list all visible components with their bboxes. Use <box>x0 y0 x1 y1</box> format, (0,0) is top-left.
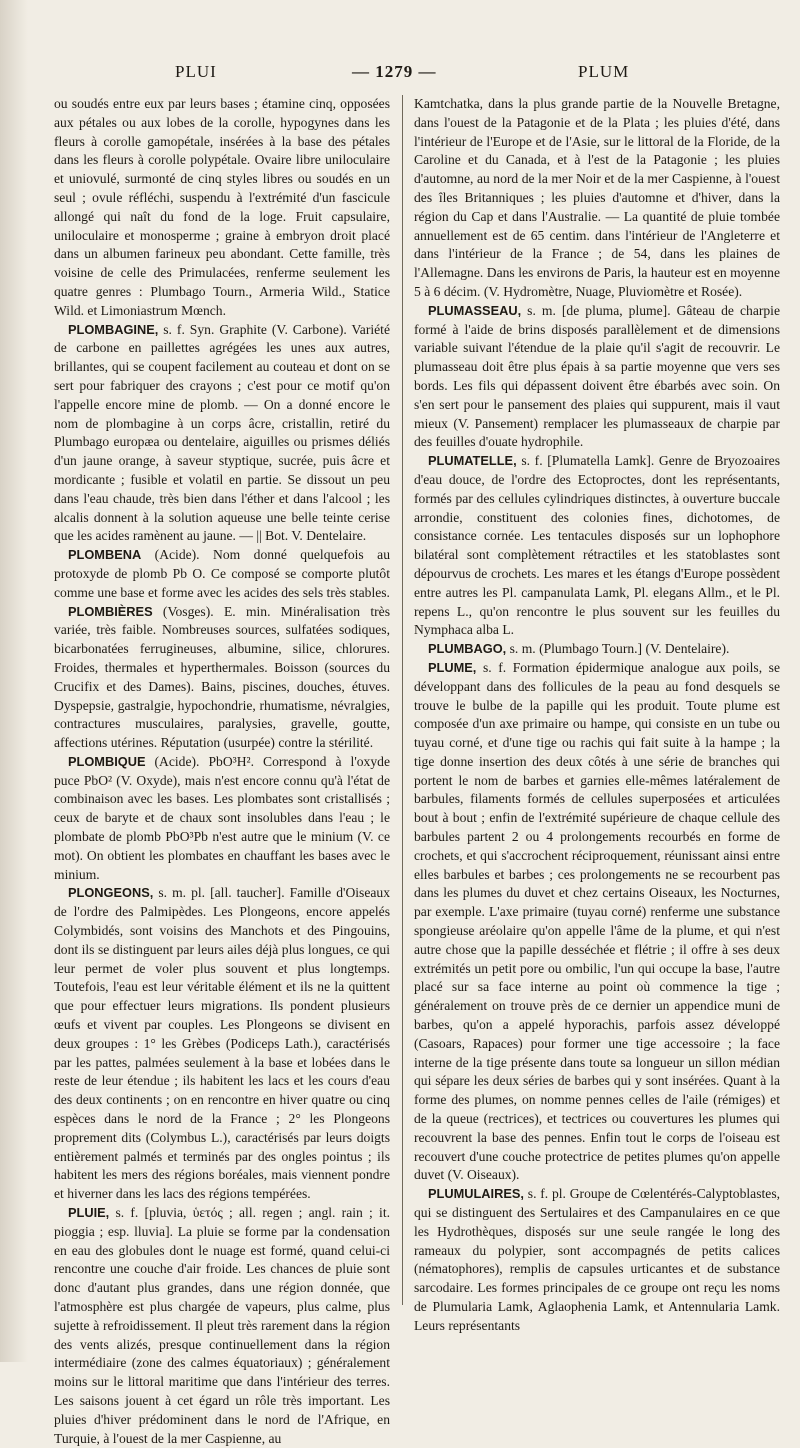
entry-text: s. f. pl. Groupe de Cœlentérés-Calyptoblastes, qui se distinguent des Sertulaires et des Campanulaires en ce que les Hydrothèques, disposés sur une seule rangée le long des rameaux du polypier, sont accompagnés de petits calices (nématophores), remplis de capsules urticantes et de substance sarcodaire. Les formes principales de ce groupe ont reçu les noms de Plumularia Lamk, Aglaophenia Lamk, et Antennularia Lamk. Leurs représentants <box>414 1186 781 1333</box>
entry-text: Kamtchatka, dans la plus grande partie de la Nouvelle Bretagne, dans l'ouest de la Patagonie et de la Plata ; les pluies d'été, dans l'intérieur de l'Europe et de l'Asie, sur le littoral de la Floride, de la Caroline et du Canada, et à l'est de la Patagonie ; les pluies d'automne, au nord de la mer Noir et de la mer Caspienne, à l'ouest des îles Britanniques ; les pluies d'automne et d'hiver, dans la région du Cap et dans l'Australie. — La quantité de pluie tombée annuellement est de 65 centim. dans l'intérieur de l'Angleterre et dans l'intérieur de la France ; de 54, dans les plaines de l'Allemagne. Dans les environs de Paris, la hauteur est en moyenne 5 à 6 décim. (V. Hydromètre, Nuage, Pluviomètre et Rosée). <box>414 96 780 299</box>
entry-text: s. m. pl. [all. taucher]. Famille d'Oiseaux de l'ordre des Palmipèdes. Les Plongeons, encore appelés Colymbidés, sont voisins des Manchots et des Pingouins, dont ils se distinguent par leurs ailes déjà plus longues, ce qui leur permet de voler plus souvent et plus longtemps. Toutefois, l'eau est leur véritable élément et ils ne la quittent que pour effectuer leurs migrations. Ils pondent plusieurs œufs et vivent par couples. Les Plongeons se divisent en deux groupes : 1° les Grèbes (Podiceps Lath.), caractérisés par les pattes, palmées seulement à la base et lobées dans le reste de leur étendue ; ils habitent les lacs et les cours d'eau des deux continents ; on en rencontre en hiver quatre ou cinq espèces dans le nord de la France ; 2° les Plongeons proprement dits (Colymbus L.), caractérisés par leurs doigts entièrement palmés et terminés par des ongles pointus ; ils habitent les mers des régions boréales, mais viennent pondre et hiverner dans les lacs des régions tempérées. <box>54 885 390 1202</box>
dictionary-entry <box>54 603 390 753</box>
entry-text: s. f. Formation épidermique analogue aux poils, se développant dans des follicules de la peau au fond desquels se trouve le bulbe de la papille qui les produit. Toute plume est composée d'un axe primaire ou hampe, qui consiste en un tube ou tuyau corné, et d'une tige ou rachis qui fait suite à la hampe ; la tige donne insertion des deux côtés à une série de branches qui portent le nom de barbes et garnies elle-mêmes latéralement de barbules, filaments formés de cellules superposées et articulées bout à bout ; enfin de l'extrémité supérieure de chaque cellule des barbules partent 2 ou 4 prolongements recourbés en forme de crochets, et qui s'accrochent réciproquement, réunissant ainsi entre elles barbules et barbes ; ces prolongements ne se recourbent pas dans les plumes du duvet et chez certains Oiseaux, les Nocturnes, par exemple. L'axe primaire (tuyau corné) renferme une substance spongieuse aréolaire qu'on appelle l'âme de la plume, et qui n'est autre chose que la papille desséchée et flétrie ; il offre à ses deux extrémités un petit pore ou ombilic, l'un qui occupe la base, l'autre placé sur sa face interne au point où commence la tige ; généralement on trouve près de ce dernier un appendice muni de barbes, qu'on a appelé hyporachis, parfois assez développé (Casoars, Rapaces) pour former une tige accessoire ; la face interne de la tige présente dans toute sa longueur un sillon médian qui sépare les deux séries de barbes qui y sont insérées. Quant à la forme des plumes, on nomme pennes celles de l'aile (rémiges) et de la queue (rectrices), et tectrices ou couvertures les plumes qui recouvrent la base des pennes. Enfin tout le corps de l'oiseau est recouvert d'une couche protectrice de petites plumes qu'on appelle duvet (V. Oiseaux). <box>414 659 780 1183</box>
dictionary-entry <box>54 753 390 885</box>
running-header <box>40 62 780 88</box>
entry-headword: PLOMBIÈRES <box>68 603 153 619</box>
column-divider <box>402 95 403 1305</box>
entry-headword: PLUIE, <box>68 1205 110 1221</box>
dictionary-entry <box>414 452 780 640</box>
entry-headword: PLOMBENA <box>68 547 142 563</box>
page-number: — 1279 — <box>352 62 437 81</box>
dictionary-entry <box>414 302 780 452</box>
entry-text: s. f. [Plumatella Lamk]. Genre de Bryozoaires d'eau douce, de l'ordre des Ectoproctes, dont les représentants, formés par des cellules cylindriques distinctes, à ouverture buccale arrondie, constituent des colonies fines, dichotomes, de consistance cornée. Les tentacules disposés sur un lophophore bilatéral sont complètement rétractiles et les statoblastes sont dépourvus de crochets. Les mares et les étangs d'Europe possèdent entre autres les Pl. campanulata Lamk, Pl. elegans Allm., et le Pl. repens L., qu'on rencontre le plus souvent sur les feuilles du Nymphaca alba L. <box>414 453 780 638</box>
entry-text: s. f. [pluvia, ὑετός ; all. regen ; angl. rain ; it. pioggia ; esp. lluvia]. La pluie se forme par la condensation en eau des globules dont le nuage est formé, quand celui-ci rencontre une couche d'air froide. Les chances de pluie sont donc d'autant plus grandes, dans une région donnée, que l'atmosphère est plus chargée de vapeurs, plus calme, plus sujette à refroidissement. Il pleut très rarement dans la région des vents alizés, presque continuellement dans la région intermédiaire (zone des calmes équatoriaux) ; généralement moins sur le littoral maritime que dans l'intérieur des terres. Les saisons jouent à cet égard un rôle très important. Les pluies d'hiver prédominent dans le nord de l'Afrique, en Turquie, à l'ouest de la mer Caspienne, au <box>54 1205 390 1446</box>
entry-text: s. m. (Plumbago Tourn.] (V. Dentelaire). <box>509 641 730 657</box>
entry-text: s. m. [de pluma, plume]. Gâteau de charpie formé à l'aide de brins disposés parallèlement et de dimensions variable suivant l'étendue de la plaie qu'il s'agit de recouvrir. Le plumasseau doit être plus épais à sa partie moyenne que vers ses bords. Les fils qui dépassent doivent être ébarbés avec soin. On s'en sert pour le pansement des plaies qui suppurent, mais il vaut mieux (V. Pansement) remplacer les plumasseaux de charpie par des feuilles d'ouate hydrophile. <box>414 302 780 450</box>
entry-text: (Acide). Nom donné quelquefois au protoxyde de plomb Pb O. Ce composé se comporte plutôt comme une base et forme avec les acides des sels très stables. <box>54 547 390 600</box>
dictionary-entry <box>54 546 390 602</box>
entry-headword: PLOMBAGINE, <box>68 321 159 337</box>
dictionary-entry <box>414 1185 780 1335</box>
entry-text: (Vosges). E. min. Minéralisation très variée, très faible. Nombreuses sources, sulfatées sodiques, bicarbonatées ferrugineuses, albumine, silice, chlorures. Froides, thermales et hyperthermales. Boisson (sources du Crucifix et des Dames). Bains, piscines, douches, étuves. Dyspepsie, gastralgie, hypochondrie, rhumatisme, névralgies, contractures musculaires, paralysies, gravelle, goutte, affections utérines. Réputation (usurpée) contre la stérilité. <box>54 603 390 751</box>
entry-headword: PLUMASSEAU, <box>428 302 522 318</box>
entry-headword: PLUMATELLE, <box>428 453 517 469</box>
entry-text: s. f. Syn. Graphite (V. Carbone). Variété de carbone en paillettes agrégées les unes aux autres, brillantes, qui se coupent facilement au couteau et dont on se sert pour fabriquer des crayons ; c'est pour ce motif qu'on l'appelle encore mine de plomb. — On a donné encore le nom de plombagine à un corps âcre, cristallin, retiré du Plumbago europæa ou dentelaire, aiguilles ou prismes déliés d'un jaune orange, à saveur styptique, sucrée, puis âcre et mordicante ; fusible et volatil en partie. Se dissout un peu dans l'eau chaude, très bien dans l'éther et dans l'alcool ; les alcalis donnent à la solution aqueuse une belle teinte cerise que les acides ramènent au jaune. — || Bot. V. Dentelaire. <box>54 321 390 544</box>
dictionary-entry <box>54 884 390 1204</box>
dictionary-entry <box>414 659 780 1185</box>
entry-headword: PLONGEONS, <box>68 885 154 901</box>
dictionary-entry <box>54 95 390 321</box>
header-left-guideword: PLUI <box>175 62 217 81</box>
right-column <box>414 95 780 1336</box>
entry-headword: PLUME, <box>428 659 477 675</box>
dictionary-entry <box>54 1204 390 1448</box>
entry-text: ou soudés entre eux par leurs bases ; étamine cinq, opposées aux pétales ou aux lobes de la corolle, hypogynes dans les fleurs à corolle gamopétale, insérées à la base des pétales dans les fleurs à corolle polypétale. Ovaire libre uniloculaire et uniovulé, surmonté de cinq styles libres ou soudés en un seul ; ovule réfléchi, suspendu à l'extrémité d'un fascicule allongé qui naît du fond de la loge. Fruit capsulaire, uniloculaire et monosperme ; graine à embryon droit placé dans un albumen farineux peu abondant. Cette famille, très voisine de celle des Primulacées, renferme seulement les quatre genres : Plumbago Tourn., Armeria Wild., Statice Wild. et Limoniastrum Mœnch. <box>54 96 390 318</box>
page-edge-shadow <box>0 0 28 1362</box>
entry-text: (Acide). PbO³H². Correspond à l'oxyde puce PbO² (V. Oxyde), mais n'est encore connu qu'à l'état de combinaison avec les bases. Les plombates sont cristallisés ; ceux de baryte et de chaux sont insolubles dans l'eau ; le plombate de plomb PbO³Pb n'est autre que le minium (V. ce mot). On obtient les plombates en chauffant les bases avec le minium. <box>54 753 390 882</box>
dictionary-entry <box>54 321 390 547</box>
left-column <box>54 95 390 1448</box>
dictionary-entry <box>414 640 780 659</box>
entry-headword: PLOMBIQUE <box>68 753 146 769</box>
entry-headword: PLUMBAGO, <box>428 641 507 657</box>
entry-headword: PLUMULAIRES, <box>428 1186 524 1202</box>
header-right-guideword: PLUM <box>578 62 630 81</box>
dictionary-entry <box>414 95 780 302</box>
